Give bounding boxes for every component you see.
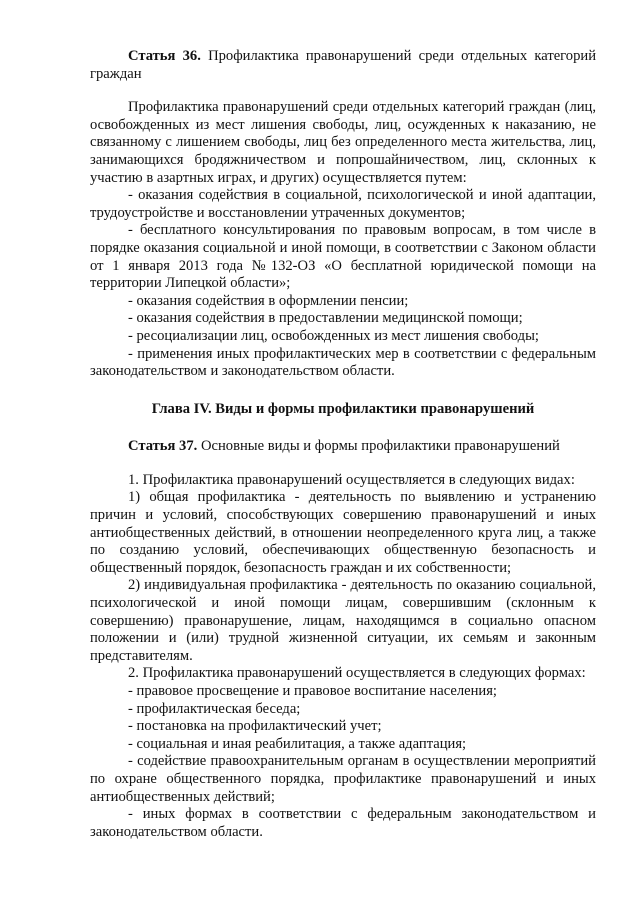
article-37-p1: 1. Профилактика правонарушений осуществляется в следующих видах: — [128, 471, 575, 488]
article-37-p1-item-2: 2) индивидуальная профилактика - деятельность по оказанию социальной, психологической и иной помощи лицам, совершившим (склонным к совершению) правонарушение, лицам, находящимся в социально опасном положении и (или) трудной жизненной ситуации, их семьям и законным представителям. — [90, 577, 596, 664]
article-36-item-5: - ресоциализации лиц, освобожденных из мест лишения свободы; — [128, 327, 539, 344]
article-36-item-1: - оказания содействия в социальной, психологической и иной адаптации, трудоустройстве и восстановлении утраченных документов; — [90, 187, 596, 221]
article-36-item-2: - бесплатного консультирования по правовым вопросам, в том числе в порядке оказания социальной и иной помощи, в соответствии с Законом области от 1 января 2013 года №132-ОЗ «О бесплатной юридической помощи на территории Липецкой области»; — [90, 222, 596, 292]
article-37-p2-item-5: - содействие правоохранительным органам в осуществлении мероприятий по охране общественного порядка, профилактике правонарушений и иных антиобщественных действий; — [90, 753, 596, 805]
article-36-item-6: - применения иных профилактических мер в соответствии с федеральным законодательством и законодательством области. — [90, 345, 596, 380]
article-37-p2-item-3: - постановка на профилактический учет; — [128, 718, 382, 735]
article-37-p2-item-4: - социальная и иная реабилитация, а также адаптация; — [128, 735, 467, 752]
article-37-p1-item-1: 1) общая профилактика - деятельность по выявлению и устранению причин и условий, способствующих совершению правонарушений и иных антиобщественных действий, в отношении неопределенного круга лиц, а также по созданию условий, обеспечивающих общественную безопасность и общественный порядок, безопасность граждан и их собственности; — [90, 489, 596, 576]
document-page — [90, 48, 596, 841]
article-36-label: Статья 36. — [128, 48, 201, 64]
article-37-heading — [90, 438, 596, 456]
chapter-title: Глава IV. Виды и формы профилактики правонарушений — [151, 400, 535, 417]
article-36-item-4: - оказания содействия в предоставлении медицинской помощи; — [128, 310, 523, 327]
article-37-p2-item-6: - иных формах в соответствии с федеральным законодательством и законодательством области. — [90, 806, 596, 840]
article-36-title: Профилактика правонарушений среди отдельных категорий граждан — [90, 48, 597, 82]
article-37-title: Основные виды и формы профилактики правонарушений — [200, 438, 560, 455]
article-36-intro: Профилактика правонарушений среди отдельных категорий граждан (лиц, освобожденных из мест лишения свободы, лиц, осужденных к наказанию, не связанному с лишением свободы, лиц без определенного места жительства, лиц, занимающихся бродяжничеством и попрошайничеством, лиц, склонных к участию в азартных играх, и других) осуществляется путем: — [90, 99, 596, 186]
article-37-label: Статья 37. — [128, 438, 198, 455]
article-37-p2-item-1: - правовое просвещение и правовое воспитание населения; — [128, 683, 497, 699]
article-37-p2: 2. Профилактика правонарушений осуществляется в следующих формах: — [128, 665, 586, 682]
article-37-p2-item-2: - профилактическая беседа; — [128, 700, 301, 717]
article-36-heading — [90, 48, 596, 83]
article-36-item-3: - оказания содействия в оформлении пенсии; — [128, 292, 409, 309]
